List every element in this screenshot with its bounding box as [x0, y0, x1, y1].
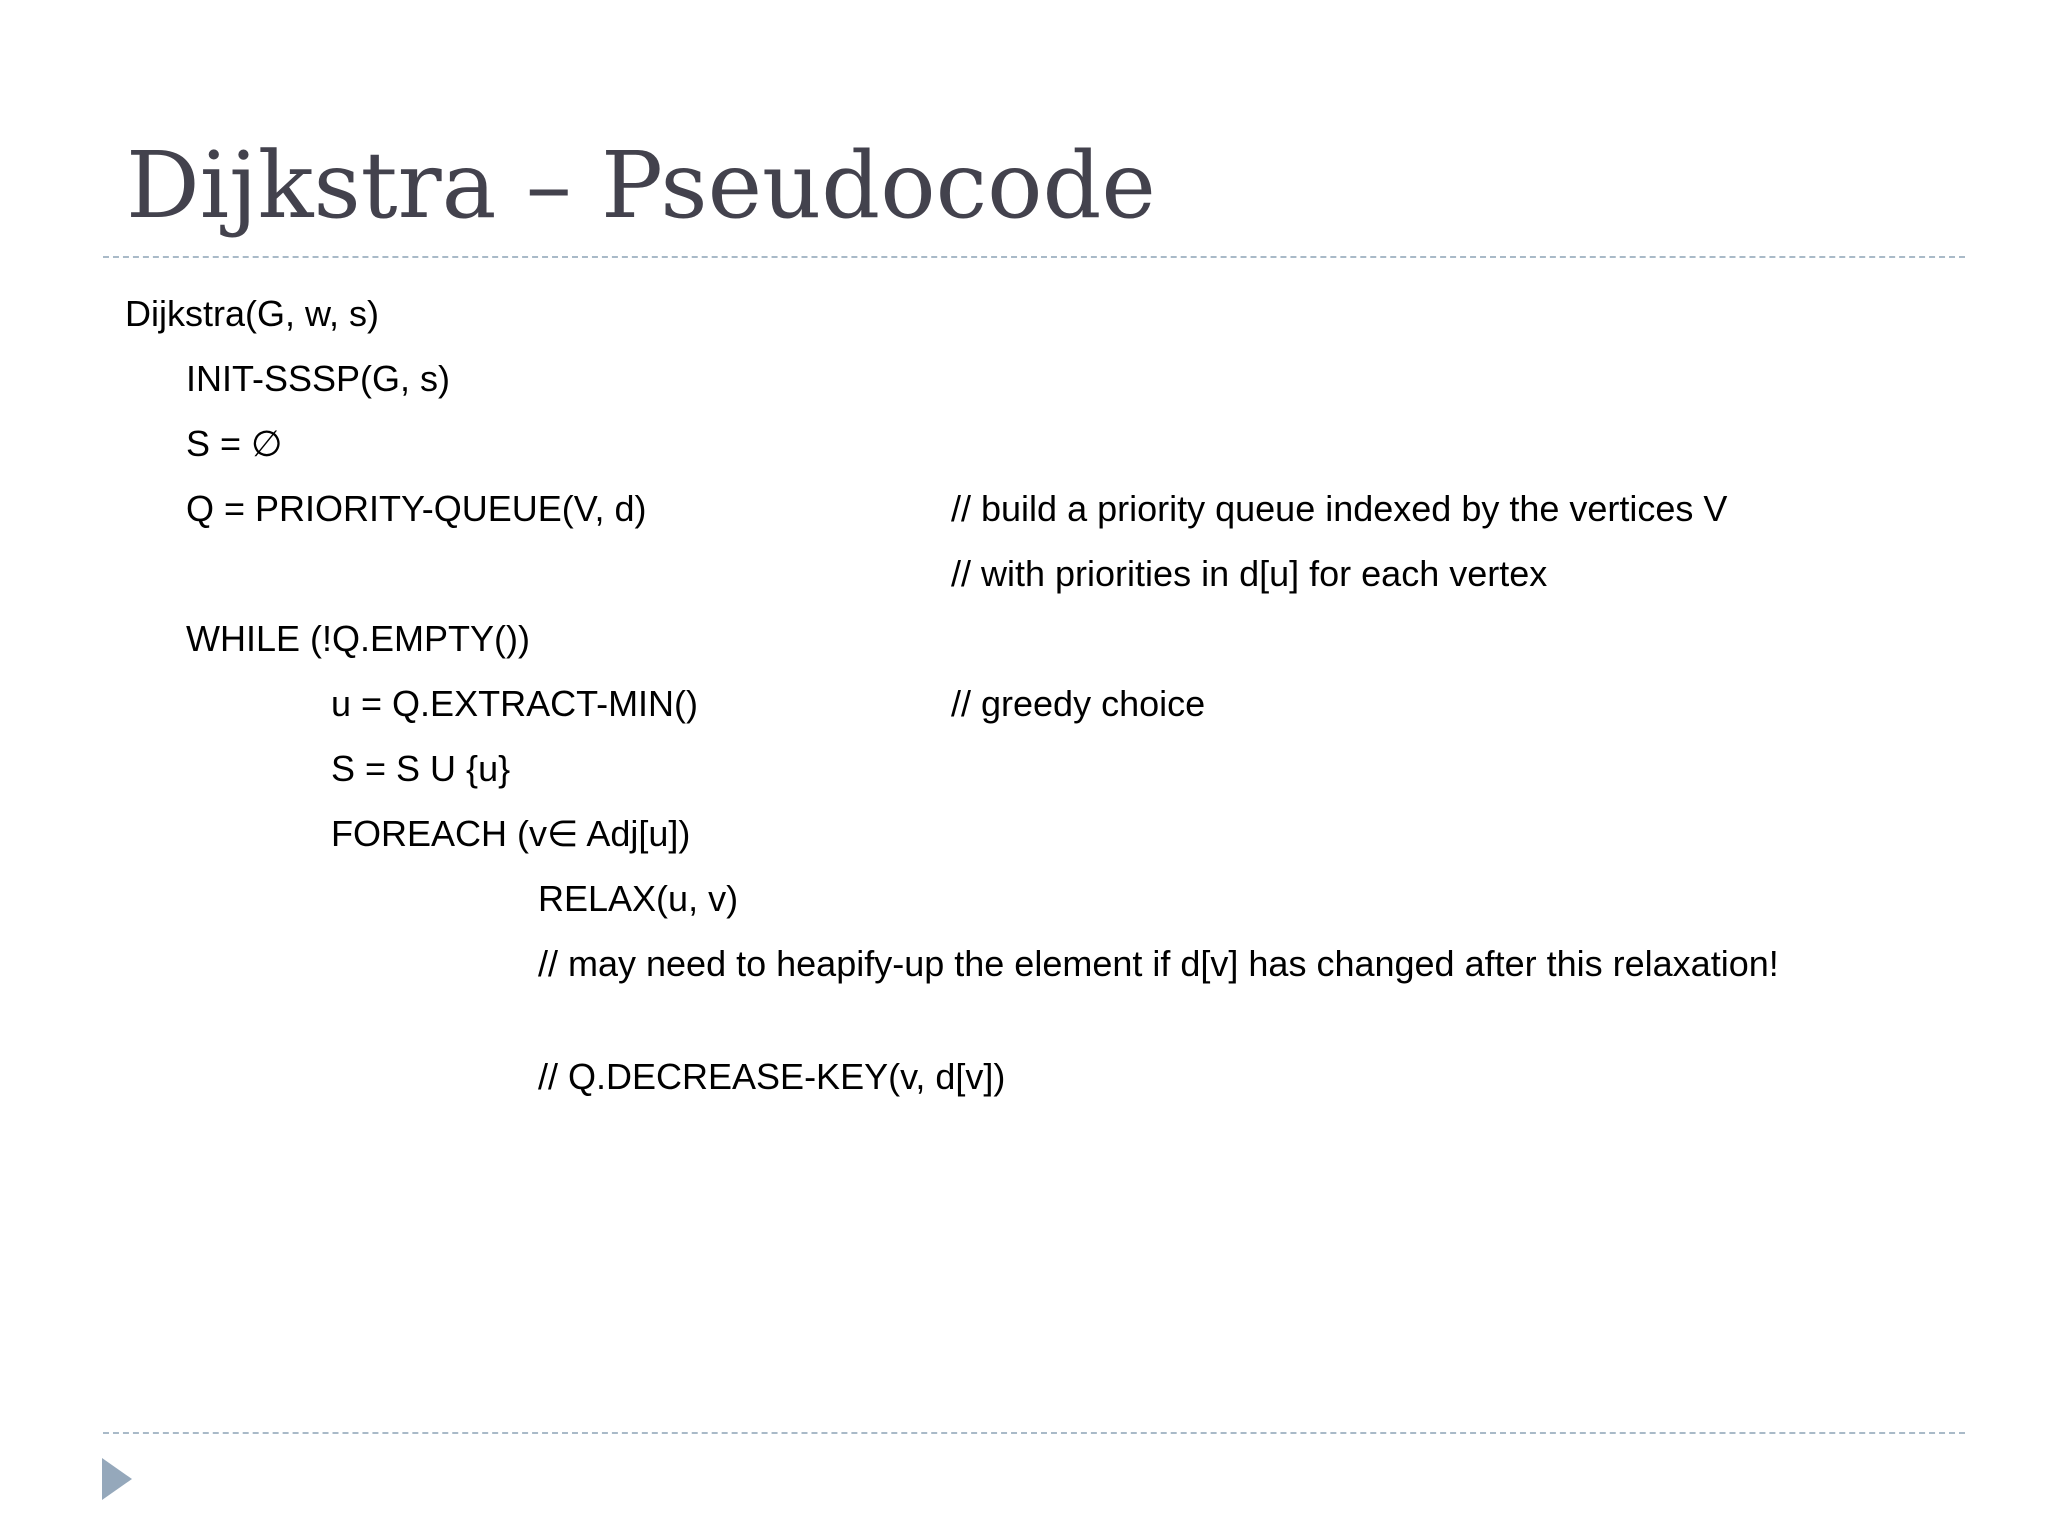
code-line-foreach: FOREACH (v∈ Adj[u]) — [331, 813, 691, 854]
page-title: Dijkstra – Pseudocode — [126, 132, 1156, 239]
code-comment-extract: // greedy choice — [951, 683, 1206, 724]
code-line-s-union: S = S U {u} — [331, 748, 511, 789]
code-line-signature: Dijkstra(G, w, s) — [125, 293, 380, 334]
code-line-extract: u = Q.EXTRACT-MIN() — [331, 683, 699, 724]
code-line-s-init: S = ∅ — [186, 423, 283, 464]
code-comment-q-1: // build a priority queue indexed by the vertices V — [951, 488, 1728, 529]
code-comment-heapify: // may need to heapify-up the element if d[v] has changed after this relaxation! — [538, 943, 1779, 984]
code-comment-q-2: // with priorities in d[u] for each vertex — [951, 553, 1548, 594]
code-line-init: INIT-SSSP(G, s) — [186, 358, 451, 399]
code-line-while: WHILE (!Q.EMPTY()) — [186, 618, 530, 659]
code-comment-decrease-key: // Q.DECREASE-KEY(v, d[v]) — [538, 1056, 1006, 1097]
footer-divider — [103, 1432, 1965, 1434]
code-line-q-init: Q = PRIORITY-QUEUE(V, d) — [186, 488, 647, 529]
triangle-right-icon — [102, 1458, 132, 1500]
title-divider — [103, 256, 1965, 258]
code-line-relax: RELAX(u, v) — [538, 878, 739, 919]
